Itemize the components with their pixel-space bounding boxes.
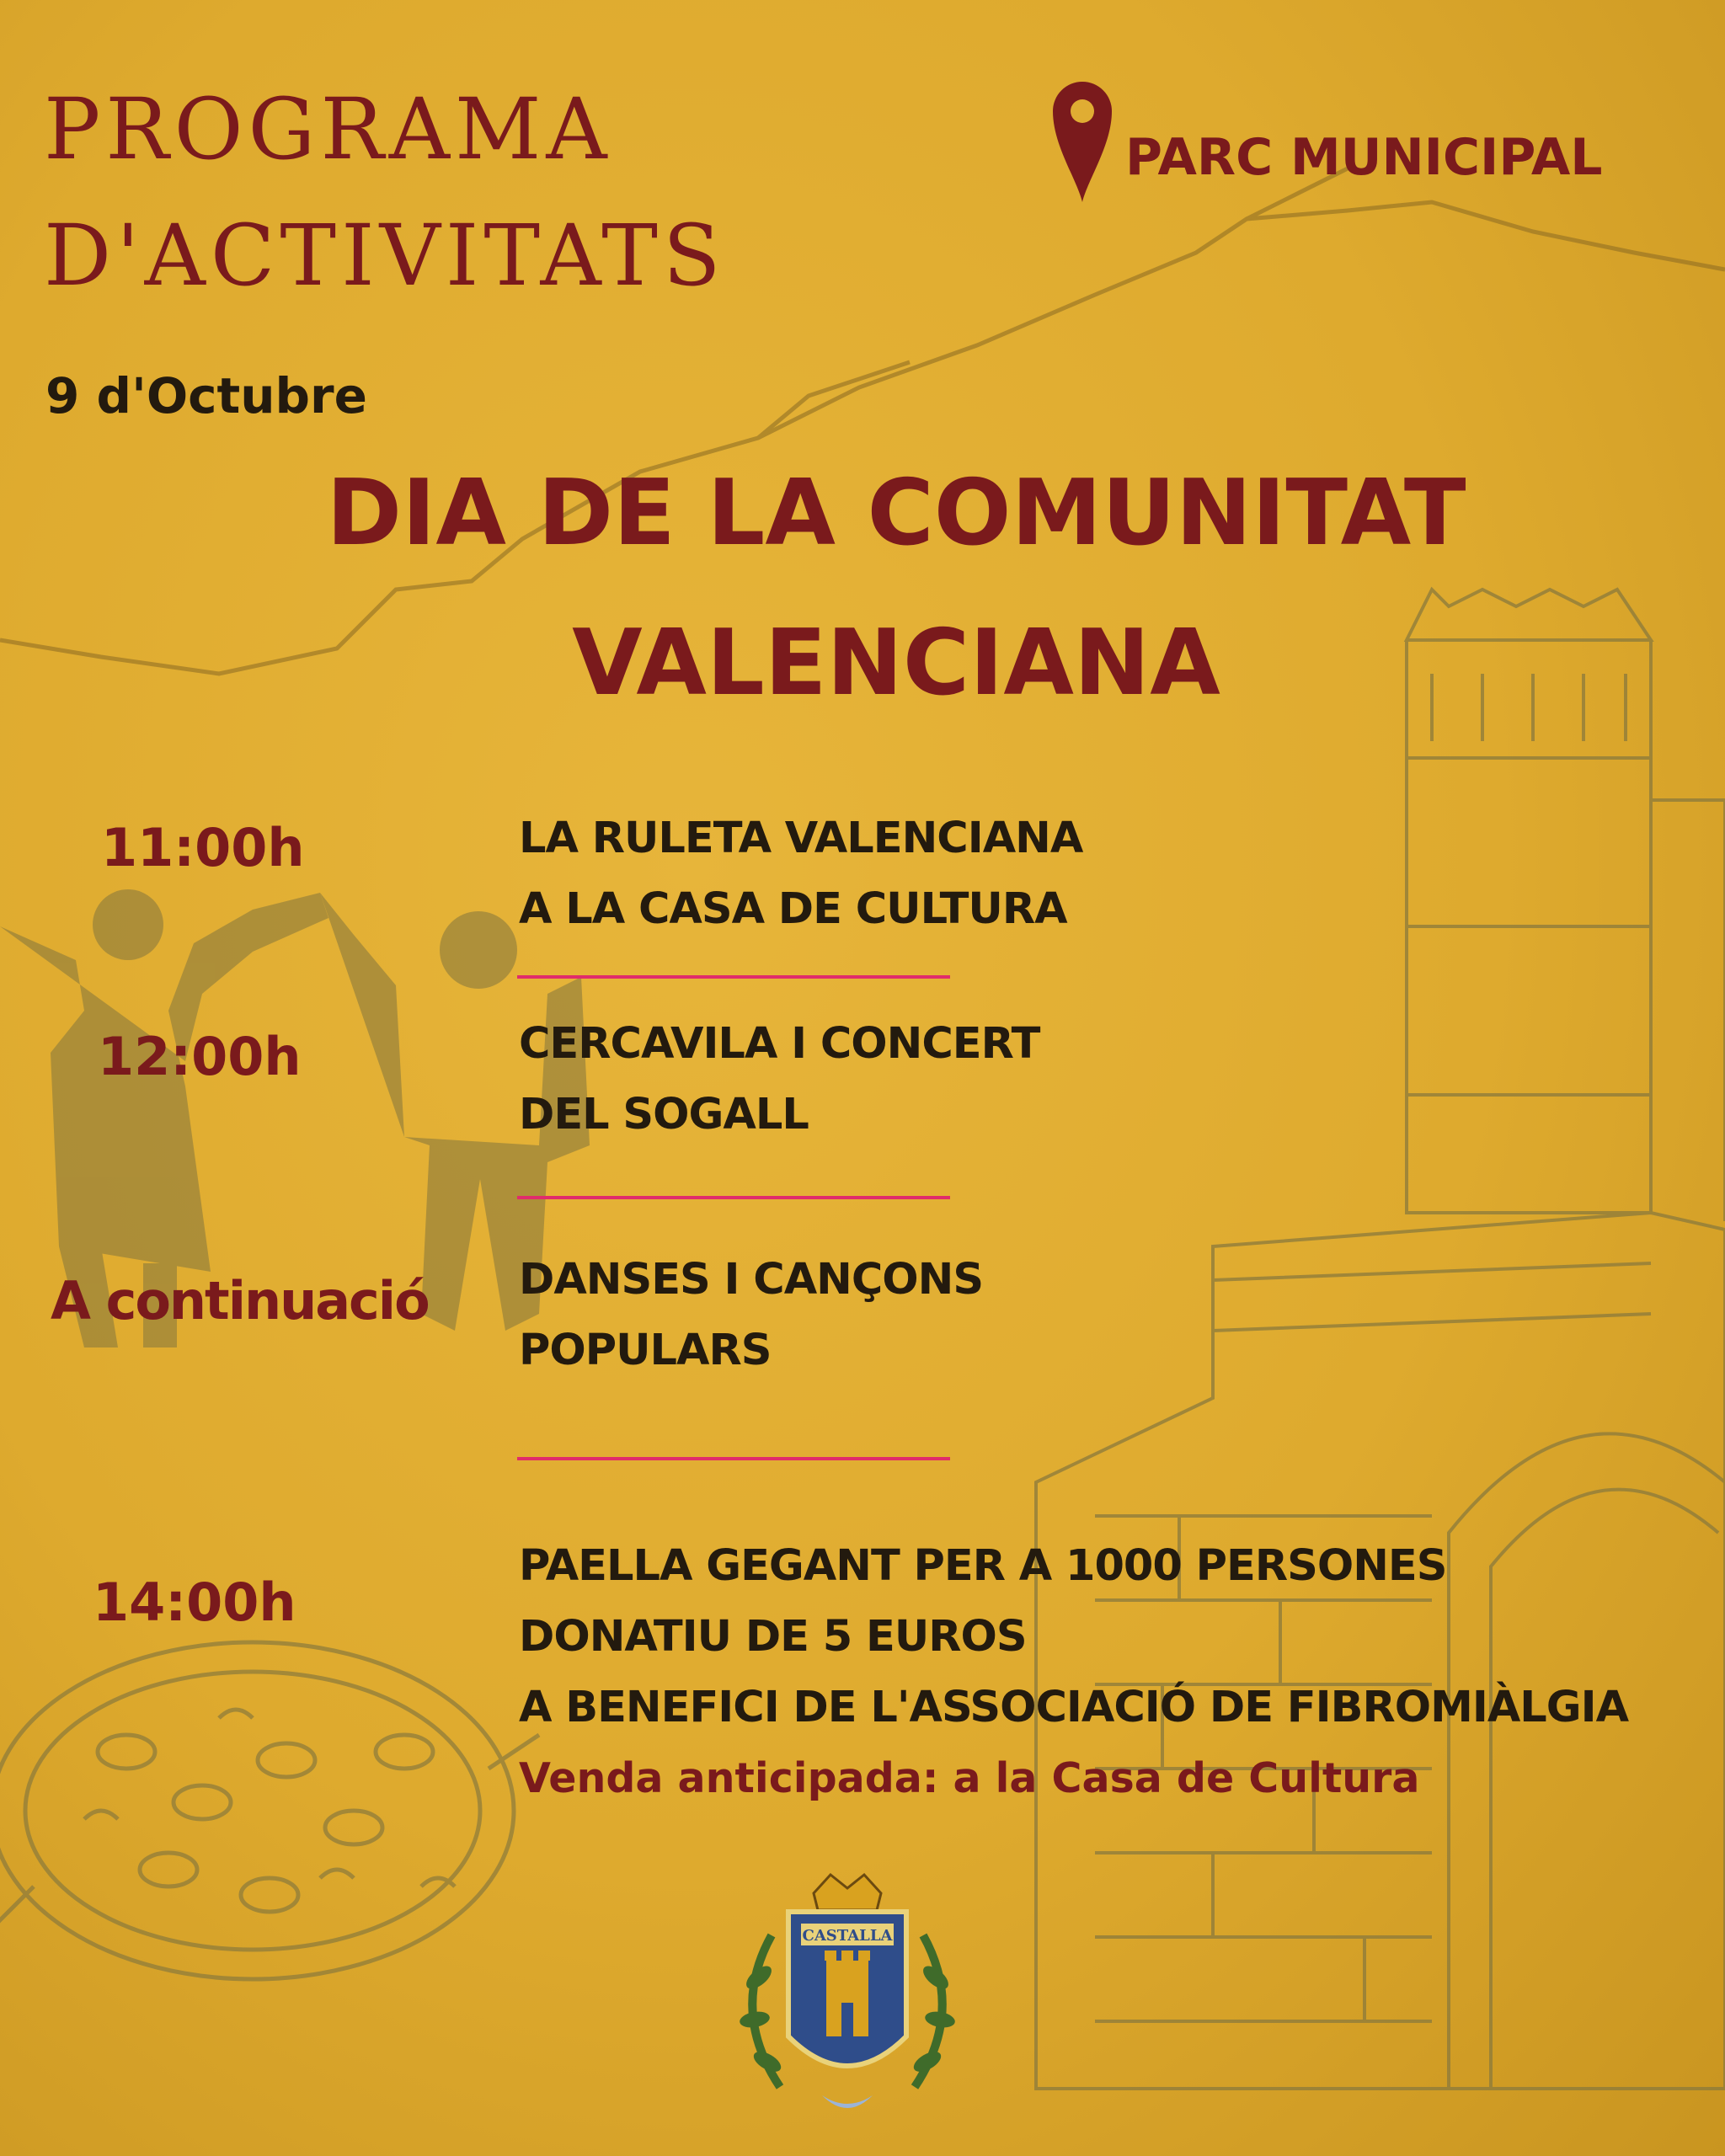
paella-sketch <box>0 1642 539 1979</box>
event-heading-line-2: VALENCIANA <box>572 611 1220 716</box>
crown-icon <box>814 1875 881 1910</box>
presale-note: Venda anticipada: a la Casa de Cultura <box>519 1754 1420 1802</box>
event-heading-line-1: DIA DE LA COMUNITAT <box>326 461 1466 566</box>
schedule-time: A continuació <box>51 1270 429 1331</box>
schedule-line: PAELLA GEGANT PER A 1000 PERSONES <box>519 1541 1447 1591</box>
schedule-description <box>519 1009 1039 1150</box>
schedule-time: 12:00h <box>98 1026 302 1087</box>
municipal-crest <box>721 1868 974 2137</box>
schedule-line: LA RULETA VALENCIANA <box>519 814 1083 863</box>
schedule-time: 14:00h <box>93 1572 296 1633</box>
castle-tower-sketch <box>1036 590 1725 2089</box>
title-line-2: D'ACTIVITATS <box>44 206 726 305</box>
title-line-1: PROGRAMA <box>44 80 612 179</box>
crest-label: CASTALLA <box>802 1927 893 1945</box>
schedule-line: A LA CASA DE CULTURA <box>519 884 1067 934</box>
schedule-description <box>519 1531 1628 1814</box>
schedule-line: POPULARS <box>519 1326 772 1375</box>
schedule-line: DEL SOGALL <box>519 1090 809 1139</box>
schedule-description <box>519 1245 983 1386</box>
schedule-line: CERCAVILA I CONCERT <box>519 1019 1040 1069</box>
schedule-line: DANSES I CANÇONS <box>519 1255 984 1305</box>
schedule-description <box>519 803 1082 945</box>
map-pin-icon <box>1051 77 1114 204</box>
separator-line <box>517 975 950 979</box>
location-label: PARC MUNICIPAL <box>1125 128 1603 187</box>
ribbon-icon <box>822 2095 873 2108</box>
separator-line <box>517 1457 950 1460</box>
schedule-line: DONATIU DE 5 EUROS <box>519 1612 1027 1662</box>
schedule-line: A BENEFICI DE L'ASSOCIACIÓ DE FIBROMIÀLGIA <box>519 1683 1629 1732</box>
separator-line <box>517 1196 950 1199</box>
schedule-time: 11:00h <box>101 817 305 878</box>
location <box>1051 77 1602 204</box>
event-date: 9 d'Octubre <box>45 367 367 424</box>
